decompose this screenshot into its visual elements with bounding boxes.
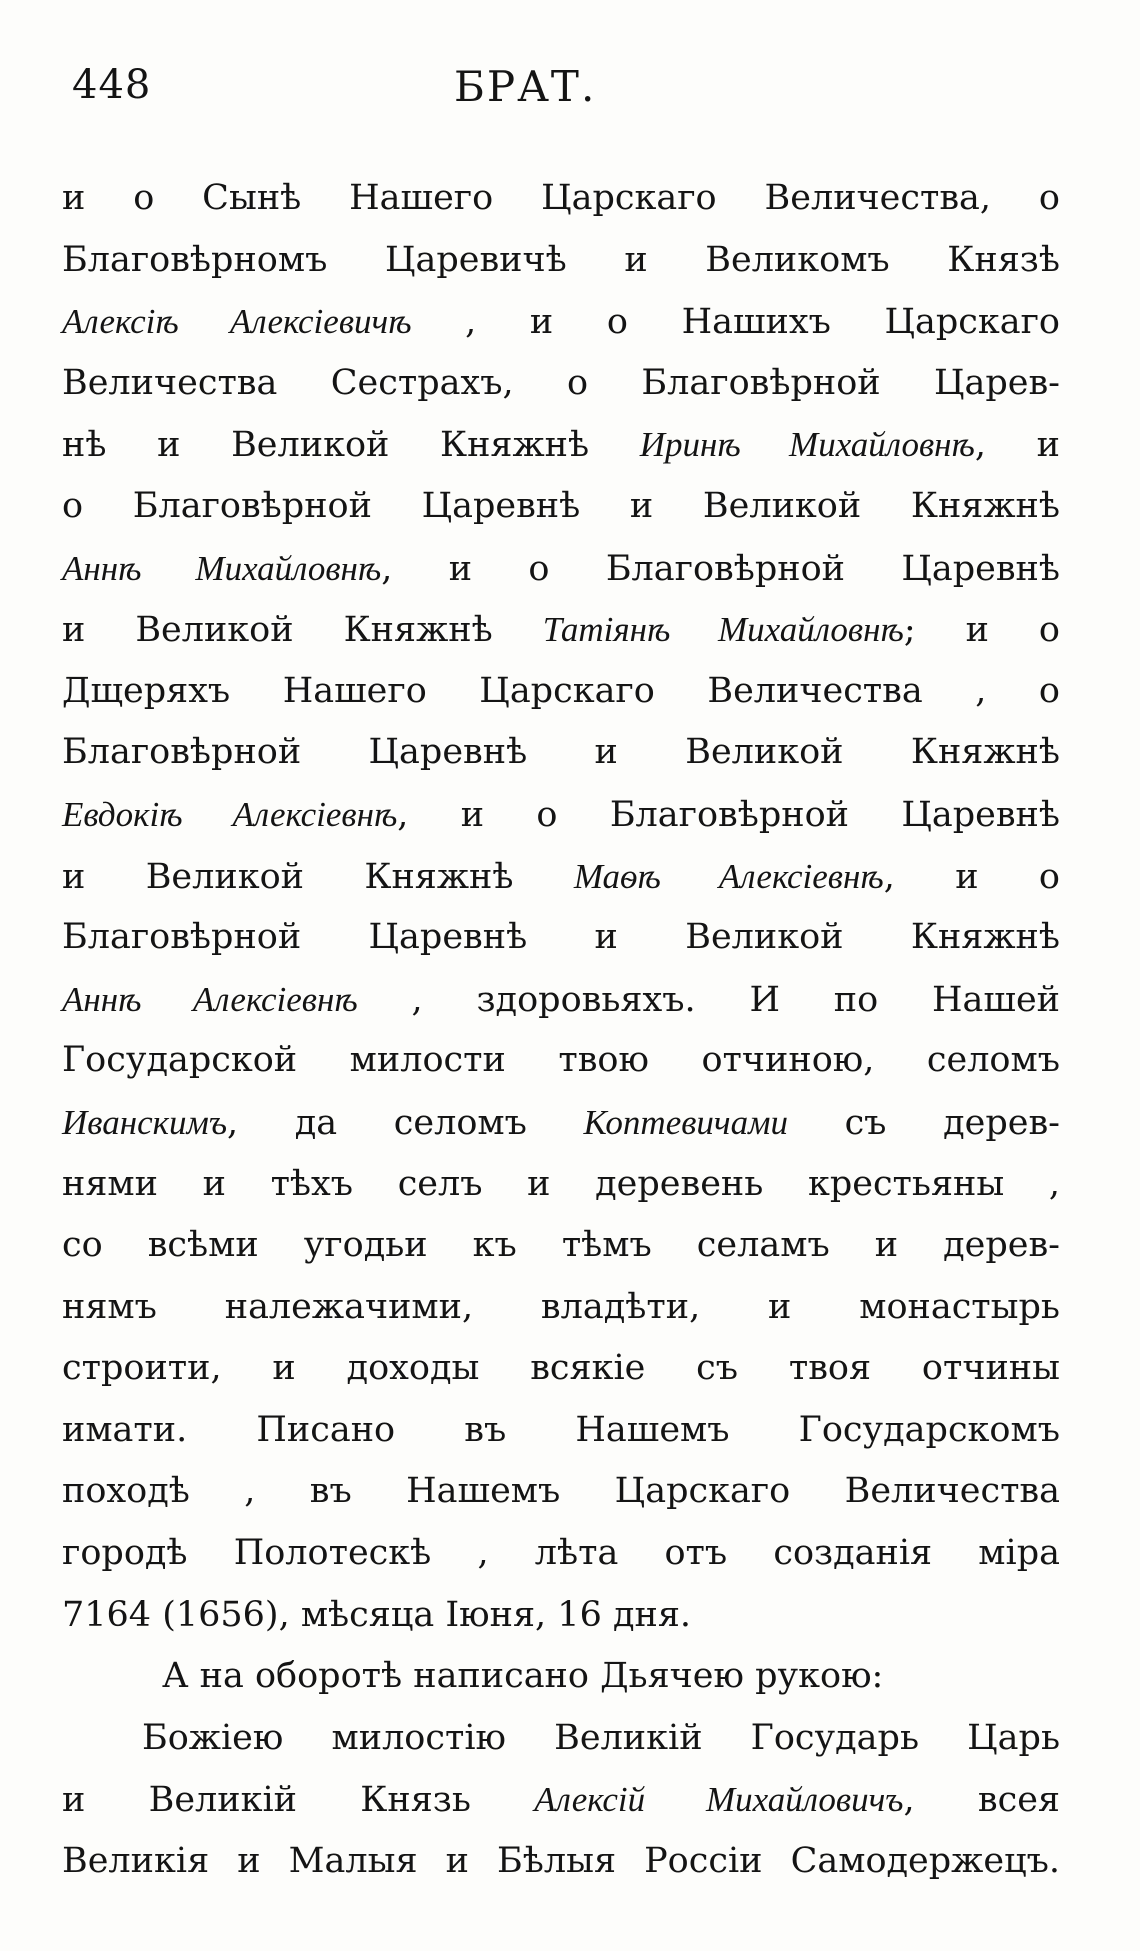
text-segment: строити, и доходы всякіе съ твоя отчины (62, 1348, 1060, 1389)
text-segment: Благовѣрной Царевнѣ и Великой Княжнѣ (62, 917, 1060, 958)
text-segment: Великія и Малыя и Бѣлыя Россіи Самодержецъ. (62, 1841, 1060, 1882)
text-line (62, 1646, 1060, 1708)
italic-name-segment: Аннѣ Михайловнѣ (62, 548, 382, 588)
text-segment: и Великой Княжнѣ (62, 610, 543, 651)
text-segment: , и (974, 425, 1060, 466)
text-line (62, 1708, 1060, 1770)
text-line (62, 907, 1060, 969)
text-segment: , всея (903, 1780, 1060, 1821)
italic-name-segment: Татіянѣ Михайловнѣ (542, 610, 904, 650)
text-segment: о Благовѣрной Царевнѣ и Великой Княжнѣ (62, 485, 1060, 526)
italic-name-segment: Маѳѣ Алексіевнѣ (573, 856, 884, 896)
text-line (62, 661, 1060, 723)
italic-name-segment: Алексій Михайловичъ (534, 1780, 904, 1820)
italic-name-segment: Иванскимъ (62, 1102, 228, 1142)
text-line (62, 1092, 1060, 1154)
text-segment: со всѣми угодьи къ тѣмъ селамъ и дерев- (62, 1225, 1060, 1266)
text-line (62, 1215, 1060, 1277)
text-line (62, 969, 1060, 1031)
text-segment: и Великой Княжнѣ (62, 856, 574, 897)
text-segment: имати. Писано въ Нашемъ Государскомъ (62, 1409, 1060, 1450)
text-segment: походѣ , въ Нашемъ Царскаго Величества (62, 1471, 1060, 1512)
text-line (62, 1769, 1060, 1831)
text-segment: , здоровьяхъ. И по Нашей (357, 979, 1060, 1020)
text-segment: Дщеряхъ Нашего Царскаго Величества , о (62, 670, 1060, 711)
text-line (62, 353, 1060, 415)
text-line (62, 1030, 1060, 1092)
text-line (62, 784, 1060, 846)
text-line (62, 1154, 1060, 1216)
text-segment: съ дерев- (787, 1102, 1060, 1143)
italic-name-segment: Аннѣ Алексіевнѣ (62, 979, 358, 1019)
italic-name-segment: Алексіѣ Алексіевичѣ (62, 302, 412, 342)
text-segment: нямъ належачими, владѣти, и монастырь (62, 1286, 1060, 1327)
text-line (62, 168, 1060, 230)
text-line (62, 846, 1060, 908)
text-segment: Благовѣрномъ Царевичѣ и Великомъ Князѣ (62, 239, 1060, 280)
text-segment: ; и о (903, 610, 1060, 651)
text-segment: нями и тѣхъ селъ и деревень крестьяны , (62, 1163, 1060, 1204)
text-line (62, 1277, 1060, 1339)
text-segment: , и о (883, 856, 1060, 897)
text-line (62, 230, 1060, 292)
text-segment: , да селомъ (227, 1102, 584, 1143)
text-line (62, 1585, 1060, 1647)
text-segment: Государской милости твою отчиною, селомъ (62, 1040, 1060, 1081)
text-segment: Божіею милостію Великій Государь Царь (142, 1717, 1060, 1758)
text-line (62, 1461, 1060, 1523)
body-text (62, 168, 1060, 1893)
text-line (62, 414, 1060, 476)
text-segment: , и о Благовѣрной Царевнѣ (397, 794, 1060, 835)
text-line (62, 291, 1060, 353)
text-segment: нѣ и Великой Княжнѣ (62, 425, 640, 466)
text-segment: Величества Сестрахъ, о Благовѣрной Царев- (62, 362, 1060, 403)
text-segment: и Великій Князь (62, 1780, 535, 1821)
text-segment: , и о Нашихъ Царскаго (411, 302, 1060, 343)
text-segment: и о Сынѣ Нашего Царскаго Величества, о (62, 178, 1060, 218)
text-segment: городѣ Полотескѣ , лѣта отъ созданія міра (62, 1533, 1060, 1574)
italic-name-segment: Евдокіѣ Алексіевнѣ (62, 794, 398, 834)
text-line (62, 1831, 1060, 1893)
page-number: 448 (72, 62, 152, 108)
text-line (62, 722, 1060, 784)
text-line (62, 599, 1060, 661)
text-segment: , и о Благовѣрной Царевнѣ (381, 548, 1060, 589)
italic-name-segment: Коптевичами (583, 1102, 788, 1142)
text-segment: Благовѣрной Царевнѣ и Великой Княжнѣ (62, 732, 1060, 773)
running-title: БРАТ. (454, 62, 597, 111)
text-line (62, 538, 1060, 600)
text-line (62, 476, 1060, 538)
italic-name-segment: Иринѣ Михайловнѣ (639, 425, 975, 465)
text-segment: 7164 (1656), мѣсяца Іюня, 16 дня. (62, 1594, 692, 1635)
text-segment: А на оборотѣ написано Дьячею рукою: (162, 1656, 884, 1697)
running-head (64, 62, 1076, 122)
text-line (62, 1523, 1060, 1585)
text-line (62, 1400, 1060, 1462)
text-line (62, 1338, 1060, 1400)
